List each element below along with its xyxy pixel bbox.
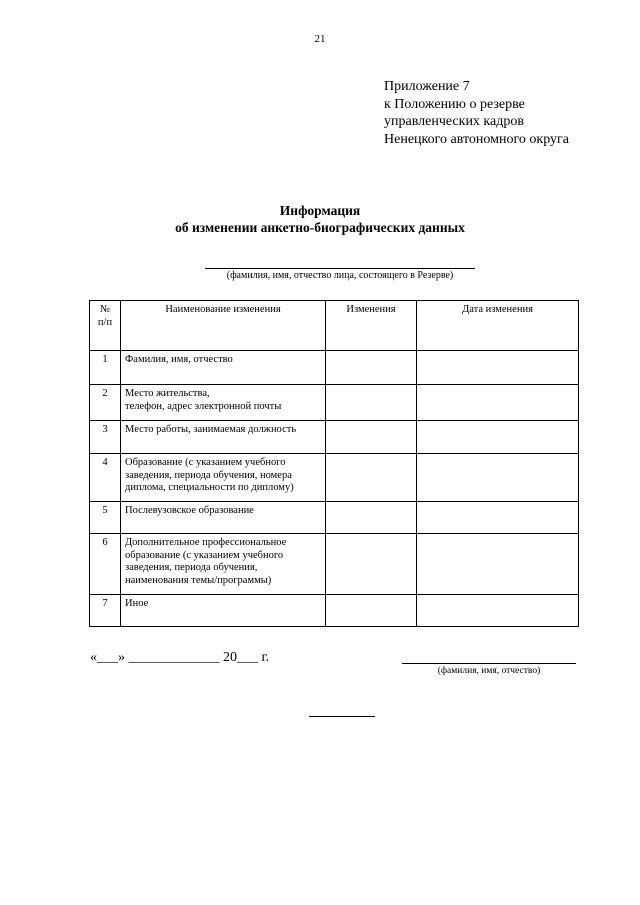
date-cell[interactable]: [417, 454, 579, 502]
row-number: 3: [90, 421, 121, 454]
changes-cell[interactable]: [326, 385, 417, 421]
name-underline: [205, 268, 475, 269]
row-number: 1: [90, 351, 121, 385]
table-row: [90, 385, 579, 421]
row-name: Фамилия, имя, отчество: [121, 351, 326, 385]
date-cell[interactable]: [417, 385, 579, 421]
appendix-line: Приложение 7: [384, 79, 470, 94]
row-name: Послевузовское образование: [121, 502, 326, 534]
table-row: [90, 421, 579, 454]
row-number: 6: [90, 534, 121, 595]
page-number: 21: [314, 33, 326, 45]
changes-cell[interactable]: [326, 534, 417, 595]
signature-caption: (фамилия, имя, отчество): [437, 666, 541, 676]
row-name: Место работы, занимаемая должность: [121, 421, 326, 454]
date-field: «___» _____________ 20___ г.: [90, 650, 270, 665]
changes-cell[interactable]: [326, 595, 417, 627]
row-number: 7: [90, 595, 121, 627]
date-cell[interactable]: [417, 421, 579, 454]
row-number: 2: [90, 385, 121, 421]
table-header-row: [90, 301, 579, 351]
date-cell[interactable]: [417, 502, 579, 534]
table-row: [90, 502, 579, 534]
row-number: 4: [90, 454, 121, 502]
appendix-line: управленческих кадров: [384, 114, 524, 129]
title-line-1: Информация: [279, 203, 361, 218]
row-name: Иное: [121, 595, 326, 627]
row-name: Место жительства, телефон, адрес электронной почты: [121, 385, 326, 421]
header-change-name: Наименование изменения: [121, 301, 326, 351]
table-row: [90, 595, 579, 627]
table-row: [90, 454, 579, 502]
date-cell[interactable]: [417, 351, 579, 385]
appendix-reference: [384, 78, 569, 148]
date-cell[interactable]: [417, 534, 579, 595]
row-name: Дополнительное профессиональное образование (с указанием учебного заведения, периода обучения, наименования темы/программы): [121, 534, 326, 595]
table-row: [90, 351, 579, 385]
header-number: № п/п: [90, 301, 121, 351]
changes-cell[interactable]: [326, 421, 417, 454]
header-changes: Изменения: [326, 301, 417, 351]
row-number: 5: [90, 502, 121, 534]
footer-divider: [309, 716, 375, 717]
changes-cell[interactable]: [326, 502, 417, 534]
signature-underline: [402, 663, 576, 664]
row-name: Образование (с указанием учебного заведения, периода обучения, номера диплома, специальности по диплому): [121, 454, 326, 502]
appendix-line: Ненецкого автономного округа: [384, 131, 569, 147]
changes-cell[interactable]: [326, 454, 417, 502]
table-row: [90, 534, 579, 595]
changes-cell[interactable]: [326, 351, 417, 385]
title-line-2: об изменении анкетно-биографических данных: [175, 220, 465, 235]
name-caption: (фамилия, имя, отчество лица, состоящего в Резерве): [226, 270, 454, 281]
changes-table: [89, 300, 579, 627]
document-title: [0, 202, 640, 236]
appendix-line: к Положению о резерве: [384, 96, 525, 112]
header-change-date: Дата изменения: [417, 301, 579, 351]
date-cell[interactable]: [417, 595, 579, 627]
